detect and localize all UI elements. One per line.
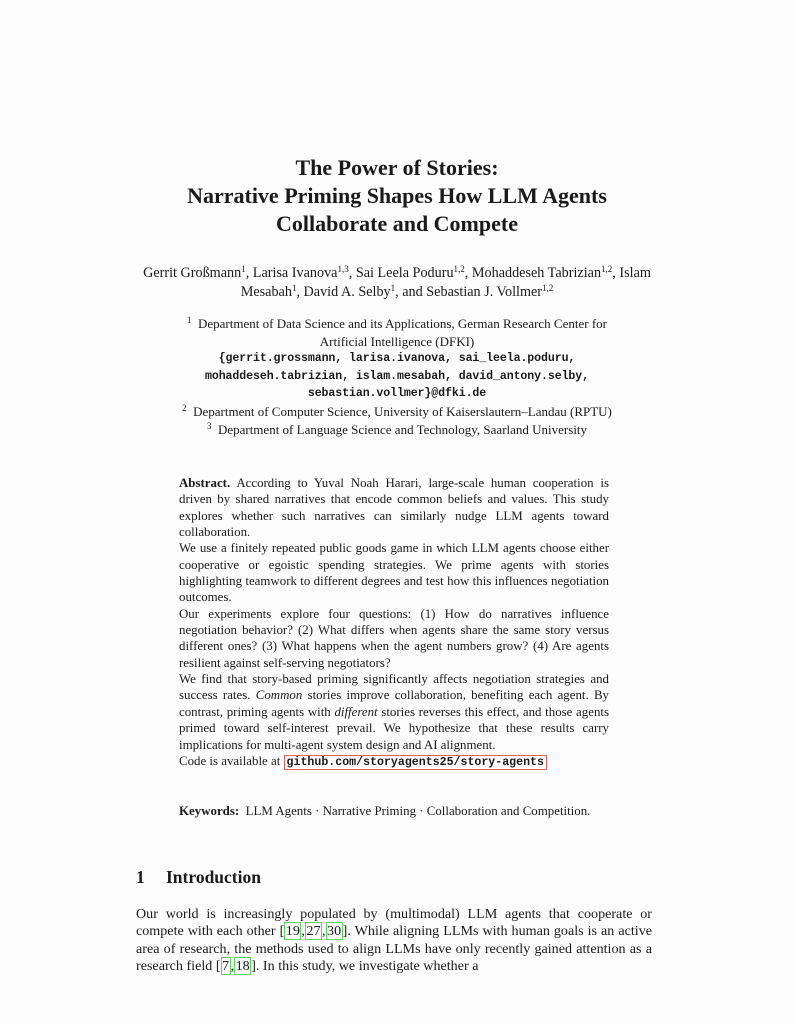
author: Sebastian J. Vollmer$^{1,2}$ bbox=[426, 283, 554, 300]
keywords bbox=[179, 803, 609, 819]
title-line-3: Collaborate and Compete bbox=[276, 211, 518, 236]
abstract-paragraph-2: We use a finitely repeated public goods game in which LLM agents choose either cooperative or egoistic spending strategies. We prime agents with stories highlighting teamwork to different degrees and test how this influences negotiation outcomes. bbox=[179, 541, 609, 605]
email-line: sebastian.vollmer}@dfki.de bbox=[307, 387, 487, 401]
citation-link[interactable]: 19 bbox=[285, 923, 300, 940]
abstract bbox=[179, 475, 609, 771]
intro-paragraph: Our world is increasingly populated by (multimodal) LLM agents that cooperate or compete with each other [ 19 , 27 , 30 ]. While aligning LLMs with human goals is an active area of research, the methods used to align LLMs have only recently gained attention as a research field [ 7 , 18 ]. In this study, we investigate whether a bbox=[136, 906, 652, 975]
abstract-paragraph-4: We find that story-based priming significantly affects negotiation strategies and success rates. Common stories improve collaboration, benefiting each agent. By contrast, priming agents with different stories reverses this effect, and those agents primed toward self-interest prevail. We hypothesize that these results carry implications for multi-agent system design and AI alignment. bbox=[179, 672, 609, 752]
email-line: {gerrit.grossmann, larisa.ivanova, sai_leela.poduru, bbox=[218, 352, 576, 366]
introduction-body bbox=[136, 906, 652, 976]
abstract-paragraph-3: Our experiments explore four questions: (1) How do narratives influence negotiation behavior? (2) What differs when agents share the same story versus different ones? (3) What happens when the agent numbers grow? (4) Are agents resilient against self-serving negotiators? bbox=[179, 606, 609, 670]
keywords-text: LLM Agents · Narrative Priming · Collaboration and Competition. bbox=[245, 804, 591, 818]
affiliation-3: $^3$ Department of Language Science and Technology, Saarland University bbox=[206, 420, 588, 437]
section-heading-introduction bbox=[136, 866, 261, 888]
keywords-label: Keywords: bbox=[179, 804, 240, 818]
citation-link[interactable]: 30 bbox=[327, 923, 342, 940]
author: Mohaddeseh Tabrizian$^{1,2}$ bbox=[471, 264, 613, 281]
author: Sai Leela Poduru$^{1,2}$ bbox=[355, 264, 465, 281]
author-list: Gerrit Großmann$^1$, Larisa Ivanova$^{1,3}$, Sai Leela Poduru$^{1,2}$, Mohaddeseh Tabrizian$^{1,2}$, Islam Mesabah$^1$, David A. Selby$^1$, and Sebastian J. Vollmer$^{1,2}$ bbox=[143, 264, 651, 300]
section-title: Introduction bbox=[166, 867, 261, 887]
author: Islam Mesabah$^1$ bbox=[240, 265, 651, 300]
title-line-2: Narrative Priming Shapes How LLM Agents bbox=[187, 183, 607, 208]
paper-title bbox=[0, 154, 794, 238]
citation-link[interactable]: 27 bbox=[306, 923, 321, 940]
affiliation-1: $^1$ Department of Data Science and its Applications, German Research Center for Artificial Intelligence (DFKI) bbox=[187, 315, 607, 349]
abstract-label: Abstract. bbox=[179, 476, 231, 490]
email-list bbox=[120, 350, 674, 403]
code-repository-link[interactable]: github.com/storyagents25/story-agents bbox=[284, 755, 547, 770]
citation-link[interactable]: 18 bbox=[235, 958, 250, 975]
author: David A. Selby$^1$ bbox=[303, 283, 396, 300]
abstract-paragraph-1: Abstract. According to Yuval Noah Harari, large-scale human cooperation is driven by shared narratives that encode common beliefs and values. This study explores whether such narratives can similarly nudge LLM agents toward collaboration. bbox=[179, 476, 609, 540]
citation-link[interactable]: 7 bbox=[222, 958, 230, 975]
affiliation-2: $^2$ Department of Computer Science, University of Kaiserslautern–Landau (RPTU) bbox=[182, 402, 612, 419]
section-number: 1 bbox=[136, 867, 145, 887]
email-line: mohaddeseh.tabrizian, islam.mesabah, david_antony.selby, bbox=[204, 369, 589, 383]
code-availability: Code is available at github.com/storyagents25/story-agents bbox=[179, 753, 609, 771]
author: Gerrit Großmann$^1$ bbox=[143, 264, 246, 281]
author: Larisa Ivanova$^{1,3}$ bbox=[252, 264, 349, 281]
title-line-1: The Power of Stories: bbox=[295, 155, 499, 180]
affiliations bbox=[120, 315, 674, 438]
